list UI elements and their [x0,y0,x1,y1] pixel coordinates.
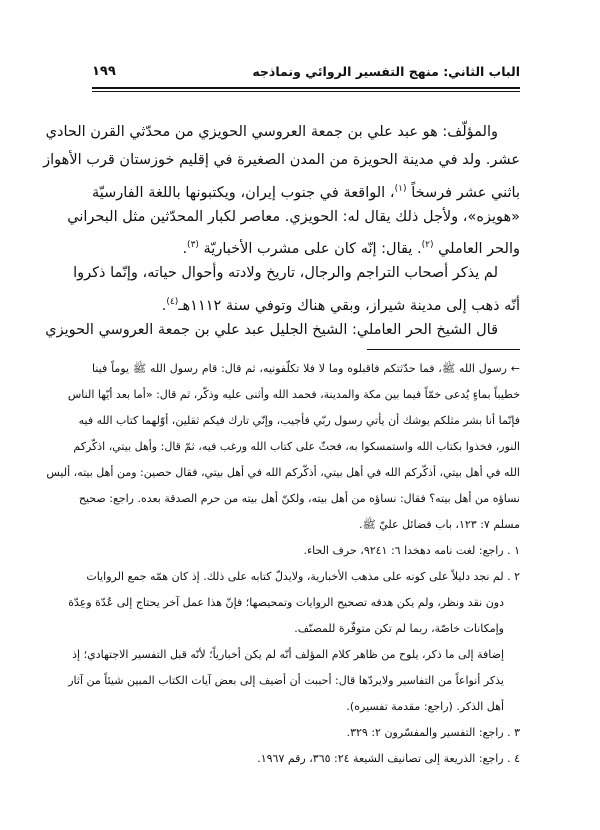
footnote-1: ١ . راجع: لغت نامه دهخدا ٦: ٩٢٤١، حرف الحاء. [303,544,520,557]
paragraph-line: والمؤلّف: هو عبد علي بن جمعة العروسي الحويزي من محدّثي القرن الحادي [45,124,498,140]
footnote-ref[interactable]: (٤) [166,296,179,307]
footnote-line: دون نقد ونظر، ولم يكن هدفه تصحيح الروايات وتمحيصها؛ فإنّ هذا عمل آخر يحتاج إلى عُدّة وعِدّة [68,596,504,609]
footnote-line: الله في أهل بيتي، أذكّركم الله في أهل بيتي، أذكّركم الله في أهل بيتي، فقال حصين: ومن أهل بيته، أليس [46,466,520,479]
footnote-line: نساؤه من أهل بيته؟ فقال: نساؤه من أهل بيته، ولكنّ أهل بيته من حرم الصدقة بعده. راجع: صحيح [78,492,520,505]
paragraph-line: «هويزه»، ولأجل ذلك يقال له: الحويزي. معاصر لكبار المحدّثين مثل البحراني [67,208,520,225]
running-title: الباب الثاني: منهج التفسير الروائي ونماذجه [252,64,520,79]
main-text [43,118,520,344]
footnote-line: النور، فخذوا بكتاب الله واستمسكوا به، فحثّ على كتاب الله ورغب فيه، ثمّ قال: وأهل بيتي، اذكّركم [73,440,520,453]
footnote-ref[interactable]: (٢) [421,240,434,251]
paragraph-line: باثني عشر فرسخاً $^{(١)}$، الواقعة في جنوب إيران، ويكتبونها باللغة الفارسيّة [92,183,520,201]
footnote-line: إضافة إلى ما ذكر، يلوح من ظاهر كلام المؤلف أنّه لم يكن أخبارياً؛ لأنّه قبل التفسير الاجتهادي؛ إذ [72,648,504,661]
page-number: ١٩٩ [92,64,116,79]
footnote-ref[interactable]: (١) [394,183,407,194]
footnote-3: ٣ . راجع: التفسير والمفسّرون ٢: ٣٢٩. [346,726,520,739]
footnotes [46,356,520,772]
paragraph-line: والحر العاملي $^{(٢)}$. يقال: إنّه كان على مشرب الأخباريّة $^{(٣)}$. [182,240,520,258]
header-rule-thin [92,91,520,92]
paragraph-line: قال الشيخ الحر العاملي: الشيخ الجليل عبد علي بن جمعة العروسي الحويزي [45,322,498,339]
paragraph-line: لم يذكر أصحاب التراجم والرجال، تاريخ ولادته وأحوال حياته، وإنّما ذكروا [73,265,498,282]
footnote-ref[interactable]: (٣) [187,240,199,251]
footnote-line: يذكر أنواعاً من التفاسير ولايردّها قال: أحببت أن أضيف إلى بعض آيات الكتاب المبين شيئاً من آثار [68,674,504,687]
paragraph-line: أنّه ذهب إلى مدينة شيراز، وبقي هناك وتوفي سنة ١١١٢هـ$^{(٤)}$. [161,296,520,314]
footnote-line: أهل الذكر. (راجع: مقدمة تفسيره). [346,700,504,713]
footnote-line: مسلم ٧: ١٢٣، باب فضائل عليّ ﷺ. [358,518,520,531]
page-header [92,64,520,84]
footnote-line: خطيباً بماءٍ يُدعى خمّاً فيما بين مكة والمدينة، فحمد الله وأثنى عليه وذكّر، ثم قال: «أما بعد أيّها الناس [67,388,520,401]
footnote-line: وإمكانات خاصّة، ربما لم تكن متوفّرة للمصنّف. [294,622,504,635]
footnote-line: فإنّما أنا بشر مثلكم يوشك أن يأتي رسول ربّي فأجيب، وإنّي تارك فيكم ثقلين، أوّلهما كتاب الله فيه [78,414,520,427]
footnote-line: ← رسول الله ﷺ، فما حدّثتكم فاقبلوه وما لا فلا تكلّفونيه، ثم قال: قام رسول الله ﷺ يوماً فينا [92,362,520,375]
footnote-2: ٢ . لم نجد دليلاً على كونه على مذهب الأخبارية، ولايدلّ كتابه على ذلك. إذ كان همّه جمع الروايات [86,570,520,583]
footnote-separator [367,349,520,350]
paragraph-line: عشر. ولد في مدينة الحويزة من المدن الصغيرة في إقليم خوزستان قرب الأهواز [43,152,520,169]
footnote-4: ٤ . راجع: الذريعة إلى تصانيف الشيعة ٢٤: ٣٦٥، رقم ١٩٦٧. [257,752,520,765]
header-rule [92,87,520,89]
